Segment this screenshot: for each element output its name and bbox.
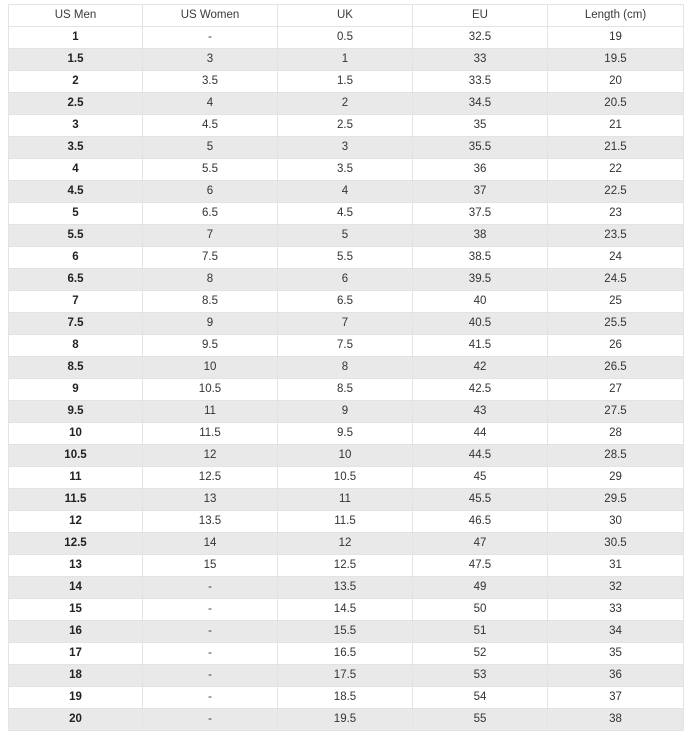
eu-cell: 46.5 [413,511,548,533]
length-cm-cell: 23 [548,203,684,225]
us-women-cell: - [143,687,278,709]
eu-cell: 36 [413,159,548,181]
uk-cell: 12.5 [278,555,413,577]
table-row [9,269,684,291]
us-women-cell: - [143,599,278,621]
us-men-cell: 1.5 [9,49,143,71]
length-cm-cell: 19.5 [548,49,684,71]
length-cm-cell: 19 [548,27,684,49]
header-us-women: US Women [143,5,278,27]
us-women-cell: 11 [143,401,278,423]
us-women-cell: 14 [143,533,278,555]
us-women-cell: 10 [143,357,278,379]
table-row [9,467,684,489]
table-row [9,335,684,357]
uk-cell: 9.5 [278,423,413,445]
us-women-cell: 11.5 [143,423,278,445]
eu-cell: 49 [413,577,548,599]
eu-cell: 45.5 [413,489,548,511]
us-women-cell: 3 [143,49,278,71]
eu-cell: 34.5 [413,93,548,115]
length-cm-cell: 33 [548,599,684,621]
uk-cell: 13.5 [278,577,413,599]
us-men-cell: 11.5 [9,489,143,511]
eu-cell: 37 [413,181,548,203]
table-row [9,313,684,335]
eu-cell: 40 [413,291,548,313]
eu-cell: 41.5 [413,335,548,357]
uk-cell: 3 [278,137,413,159]
us-women-cell: - [143,621,278,643]
us-men-cell: 6 [9,247,143,269]
table-row [9,49,684,71]
table-row [9,511,684,533]
length-cm-cell: 28 [548,423,684,445]
us-women-cell: - [143,577,278,599]
length-cm-cell: 20.5 [548,93,684,115]
us-men-cell: 5.5 [9,225,143,247]
us-men-cell: 10.5 [9,445,143,467]
us-men-cell: 12.5 [9,533,143,555]
us-men-cell: 16 [9,621,143,643]
eu-cell: 55 [413,709,548,731]
uk-cell: 9 [278,401,413,423]
eu-cell: 47 [413,533,548,555]
size-chart [8,4,684,731]
eu-cell: 33 [413,49,548,71]
table-row [9,115,684,137]
uk-cell: 16.5 [278,643,413,665]
us-women-cell: 9.5 [143,335,278,357]
eu-cell: 37.5 [413,203,548,225]
length-cm-cell: 21 [548,115,684,137]
table-row [9,555,684,577]
length-cm-cell: 22.5 [548,181,684,203]
length-cm-cell: 30 [548,511,684,533]
length-cm-cell: 37 [548,687,684,709]
length-cm-cell: 21.5 [548,137,684,159]
table-row [9,423,684,445]
table-row [9,357,684,379]
eu-cell: 45 [413,467,548,489]
us-women-cell: - [143,27,278,49]
us-women-cell: 10.5 [143,379,278,401]
length-cm-cell: 36 [548,665,684,687]
table-row [9,203,684,225]
table-row [9,445,684,467]
eu-cell: 38 [413,225,548,247]
uk-cell: 19.5 [278,709,413,731]
table-row [9,533,684,555]
uk-cell: 11.5 [278,511,413,533]
us-women-cell: 12 [143,445,278,467]
us-women-cell: 5 [143,137,278,159]
table-row [9,643,684,665]
uk-cell: 4 [278,181,413,203]
uk-cell: 3.5 [278,159,413,181]
uk-cell: 5.5 [278,247,413,269]
us-men-cell: 12 [9,511,143,533]
eu-cell: 42 [413,357,548,379]
us-women-cell: 7 [143,225,278,247]
table-row [9,247,684,269]
uk-cell: 7 [278,313,413,335]
table-row [9,379,684,401]
length-cm-cell: 29.5 [548,489,684,511]
us-men-cell: 14 [9,577,143,599]
us-women-cell: 8.5 [143,291,278,313]
us-women-cell: 6.5 [143,203,278,225]
uk-cell: 2 [278,93,413,115]
eu-cell: 32.5 [413,27,548,49]
length-cm-cell: 20 [548,71,684,93]
header-uk: UK [278,5,413,27]
eu-cell: 33.5 [413,71,548,93]
us-women-cell: 15 [143,555,278,577]
us-men-cell: 4.5 [9,181,143,203]
table-body [9,27,684,731]
us-women-cell: 8 [143,269,278,291]
eu-cell: 44.5 [413,445,548,467]
us-men-cell: 9 [9,379,143,401]
uk-cell: 5 [278,225,413,247]
length-cm-cell: 38 [548,709,684,731]
us-men-cell: 20 [9,709,143,731]
us-women-cell: 12.5 [143,467,278,489]
eu-cell: 42.5 [413,379,548,401]
table-row [9,401,684,423]
table-row [9,159,684,181]
eu-cell: 52 [413,643,548,665]
uk-cell: 11 [278,489,413,511]
us-women-cell: 4 [143,93,278,115]
us-women-cell: 3.5 [143,71,278,93]
eu-cell: 53 [413,665,548,687]
length-cm-cell: 26 [548,335,684,357]
us-men-cell: 7 [9,291,143,313]
eu-cell: 51 [413,621,548,643]
length-cm-cell: 25.5 [548,313,684,335]
us-men-cell: 11 [9,467,143,489]
eu-cell: 44 [413,423,548,445]
us-women-cell: 6 [143,181,278,203]
us-women-cell: 5.5 [143,159,278,181]
us-men-cell: 18 [9,665,143,687]
table-row [9,621,684,643]
header-us-men: US Men [9,5,143,27]
uk-cell: 1 [278,49,413,71]
us-women-cell: - [143,709,278,731]
length-cm-cell: 28.5 [548,445,684,467]
table-row [9,709,684,731]
uk-cell: 1.5 [278,71,413,93]
us-women-cell: - [143,643,278,665]
uk-cell: 14.5 [278,599,413,621]
table-row [9,225,684,247]
uk-cell: 18.5 [278,687,413,709]
us-men-cell: 3.5 [9,137,143,159]
table-row [9,577,684,599]
us-women-cell: 9 [143,313,278,335]
eu-cell: 39.5 [413,269,548,291]
eu-cell: 35.5 [413,137,548,159]
us-men-cell: 13 [9,555,143,577]
length-cm-cell: 29 [548,467,684,489]
table-row [9,137,684,159]
table-row [9,687,684,709]
length-cm-cell: 30.5 [548,533,684,555]
uk-cell: 7.5 [278,335,413,357]
length-cm-cell: 34 [548,621,684,643]
length-cm-cell: 26.5 [548,357,684,379]
us-men-cell: 2 [9,71,143,93]
us-men-cell: 2.5 [9,93,143,115]
length-cm-cell: 32 [548,577,684,599]
eu-cell: 50 [413,599,548,621]
table-row [9,93,684,115]
us-men-cell: 5 [9,203,143,225]
table-row [9,489,684,511]
us-men-cell: 4 [9,159,143,181]
size-conversion-table [8,4,684,731]
us-men-cell: 19 [9,687,143,709]
table-row [9,599,684,621]
length-cm-cell: 22 [548,159,684,181]
eu-cell: 38.5 [413,247,548,269]
uk-cell: 17.5 [278,665,413,687]
table-row [9,71,684,93]
us-men-cell: 7.5 [9,313,143,335]
uk-cell: 2.5 [278,115,413,137]
uk-cell: 6 [278,269,413,291]
us-men-cell: 8 [9,335,143,357]
eu-cell: 47.5 [413,555,548,577]
length-cm-cell: 24.5 [548,269,684,291]
us-women-cell: 4.5 [143,115,278,137]
uk-cell: 10 [278,445,413,467]
us-men-cell: 15 [9,599,143,621]
uk-cell: 4.5 [278,203,413,225]
length-cm-cell: 25 [548,291,684,313]
eu-cell: 40.5 [413,313,548,335]
us-men-cell: 17 [9,643,143,665]
uk-cell: 12 [278,533,413,555]
us-men-cell: 3 [9,115,143,137]
uk-cell: 8 [278,357,413,379]
table-row [9,27,684,49]
length-cm-cell: 27.5 [548,401,684,423]
table-header-row [9,5,684,27]
length-cm-cell: 23.5 [548,225,684,247]
us-women-cell: - [143,665,278,687]
table-row [9,291,684,313]
eu-cell: 35 [413,115,548,137]
us-men-cell: 1 [9,27,143,49]
us-men-cell: 6.5 [9,269,143,291]
us-men-cell: 8.5 [9,357,143,379]
header-eu: EU [413,5,548,27]
header-length-cm: Length (cm) [548,5,684,27]
uk-cell: 6.5 [278,291,413,313]
us-women-cell: 13.5 [143,511,278,533]
length-cm-cell: 31 [548,555,684,577]
uk-cell: 10.5 [278,467,413,489]
uk-cell: 8.5 [278,379,413,401]
us-women-cell: 13 [143,489,278,511]
length-cm-cell: 24 [548,247,684,269]
length-cm-cell: 27 [548,379,684,401]
eu-cell: 43 [413,401,548,423]
table-row [9,665,684,687]
table-row [9,181,684,203]
us-men-cell: 9.5 [9,401,143,423]
length-cm-cell: 35 [548,643,684,665]
us-women-cell: 7.5 [143,247,278,269]
us-men-cell: 10 [9,423,143,445]
uk-cell: 0.5 [278,27,413,49]
uk-cell: 15.5 [278,621,413,643]
eu-cell: 54 [413,687,548,709]
